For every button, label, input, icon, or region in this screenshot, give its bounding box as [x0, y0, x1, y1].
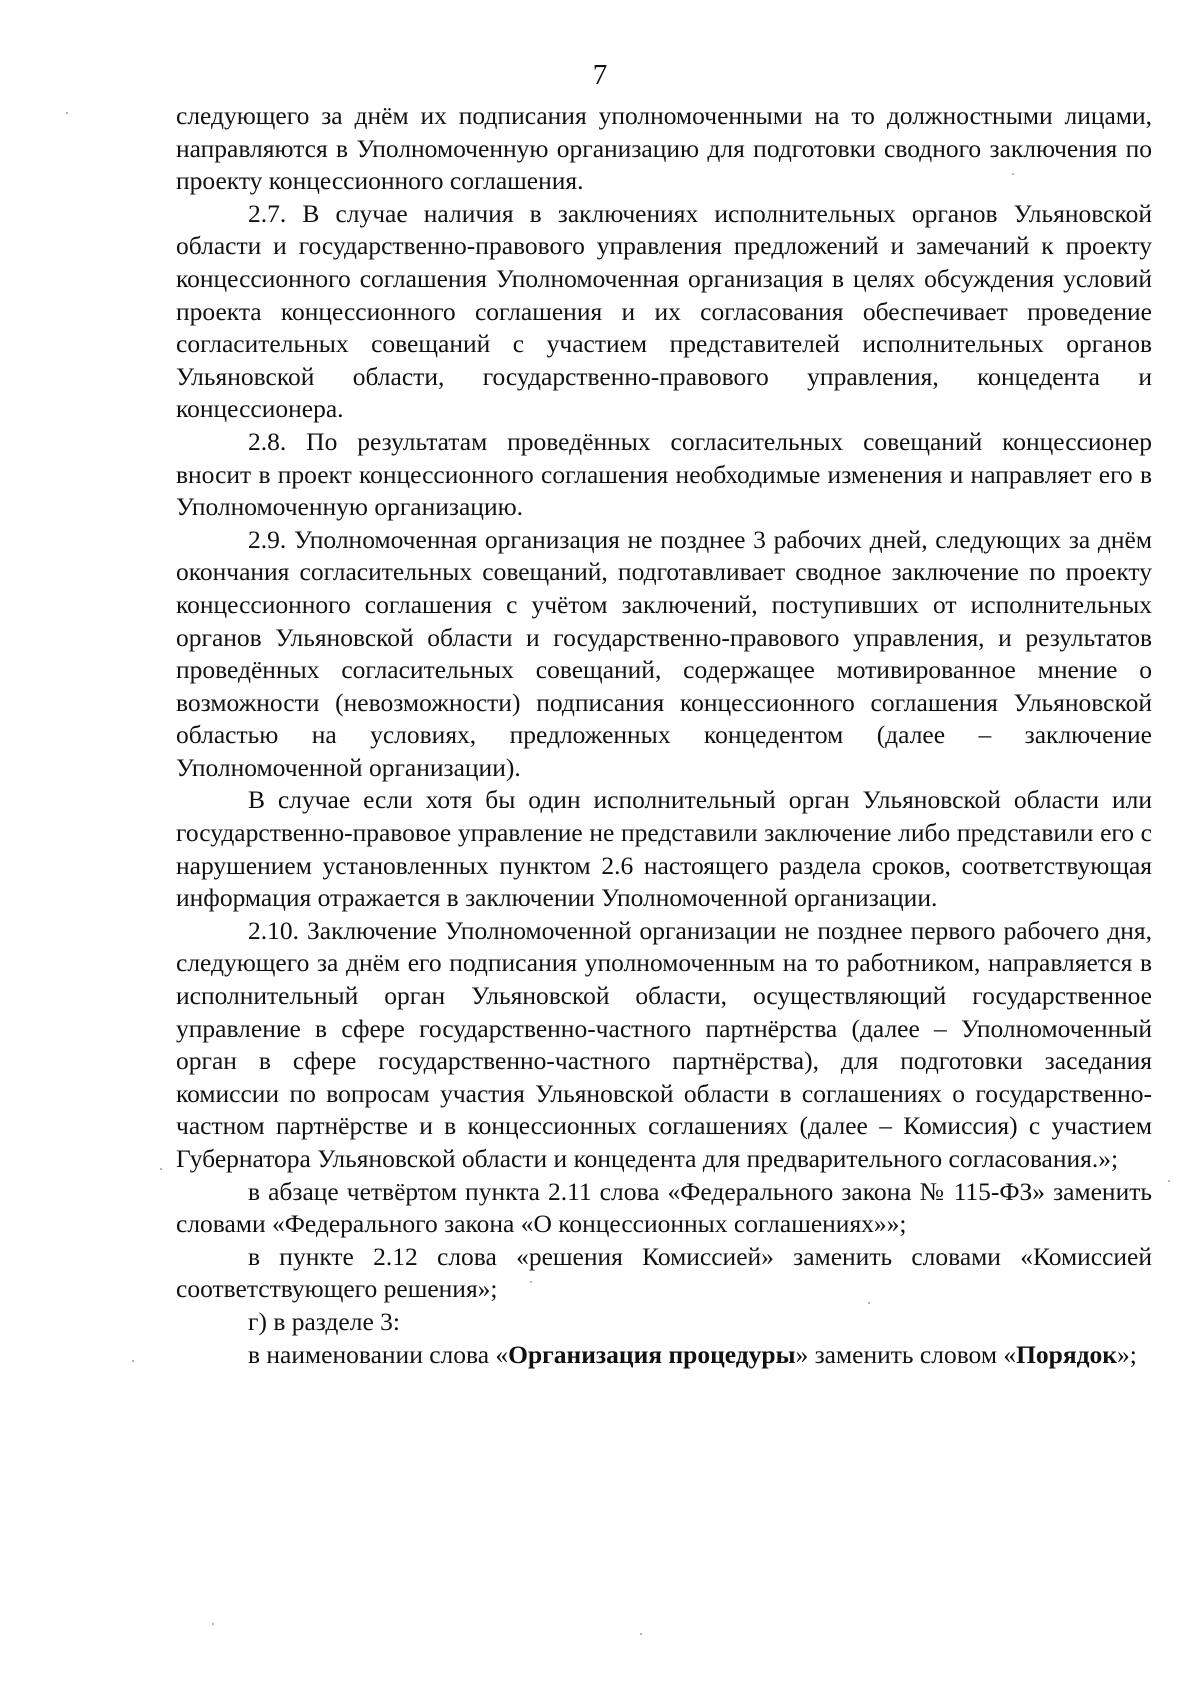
scan-speck — [212, 1623, 214, 1625]
scan-speck — [160, 1168, 162, 1170]
scan-speck — [530, 1281, 532, 1283]
scan-speck — [132, 1360, 134, 1362]
paragraph-2-7: 2.7. В случае наличия в заключениях исполнительных органов Ульяновской области и государственно-правового управления предложений и замечаний к проекту концессионного соглашения Уполномоченная организация в целях обсуждения условий проекта концессионного соглашения и их согласования обеспечивает проведение согласительных совещаний с участием представителей исполнительных органов Ульяновской области, государственно-правового управления, концедента и концессионера. — [176, 198, 1152, 424]
scan-speck — [1168, 1180, 1170, 1182]
page-number: 7 — [592, 59, 608, 91]
scan-speck — [1012, 173, 1014, 175]
title-amendment-text-after: »; — [1117, 1339, 1137, 1369]
bold-word-order: Порядок — [1016, 1339, 1117, 1369]
document-body — [176, 100, 1152, 1371]
scan-speck — [868, 1302, 870, 1304]
scan-speck — [66, 112, 68, 114]
title-amendment-text-before: в наименовании слова « — [248, 1339, 509, 1369]
title-amendment-text-middle: » заменить словом « — [795, 1339, 1017, 1369]
paragraph-missing-conclusion: В случае если хотя бы один исполнительный орган Ульяновской области или государственно-правовое управление не представили заключение либо представили его с нарушением установленных пунктом 2.6 настоящего раздела сроков, соответствующая информация отражается в заключении Уполномоченной организации. — [176, 785, 1152, 913]
bold-phrase-organization-procedure: Организация процедуры — [508, 1339, 796, 1369]
paragraph-title-amendment — [176, 1339, 1152, 1372]
paragraph-2-8: 2.8. По результатам проведённых согласительных совещаний концессионер вносит в проект концессионного соглашения необходимые изменения и направляет его в Уполномоченную организацию. — [176, 426, 1152, 522]
paragraph-2-10: 2.10. Заключение Уполномоченной организации не позднее первого рабочего дня, следующего за днём его подписания уполномоченным на то работником, направляется в исполнительный орган Ульяновской области, осуществляющий государственное управление в сфере государственно-частного партнёрства (далее – Уполномоченный орган в сфере государственно-частного партнёрства), для подготовки заседания комиссии по вопросам участия Ульяновской области в соглашениях о государственно-частном партнёрстве и в концессионных соглашениях (далее – Комиссия) с участием Губернатора Ульяновской области и концедента для предварительного согласования.»; — [176, 915, 1152, 1173]
paragraph-continuation: следующего за днём их подписания уполномоченными на то должностными лицами, направляются в Уполномоченную организацию для подготовки сводного заключения по проекту концессионного соглашения. — [176, 101, 1152, 196]
paragraph-2-12-amendment: в пункте 2.12 слова «решения Комиссией» заменить словами «Комиссией соответствующего решения»; — [176, 1241, 1152, 1304]
paragraph-2-11-amendment: в абзаце четвёртом пункта 2.11 слова «Федерального закона № 115-ФЗ» заменить словами «Федерального закона «О концессионных соглашениях»»; — [176, 1176, 1152, 1239]
paragraph-section-3-heading: г) в разделе 3: — [248, 1306, 400, 1336]
scan-speck — [640, 1633, 642, 1635]
paragraph-2-9: 2.9. Уполномоченная организация не позднее 3 рабочих дней, следующих за днём окончания согласительных совещаний, подготавливает сводное заключение по проекту концессионного соглашения с учётом заключений, поступивших от исполнительных органов Ульяновской области и государственно-правового управления, и результатов проведённых согласительных совещаний, содержащее мотивированное мнение о возможности (невозможности) подписания концессионного соглашения Ульяновской областью на условиях, предложенных концедентом (далее – заключение Уполномоченной организации). — [176, 524, 1152, 782]
